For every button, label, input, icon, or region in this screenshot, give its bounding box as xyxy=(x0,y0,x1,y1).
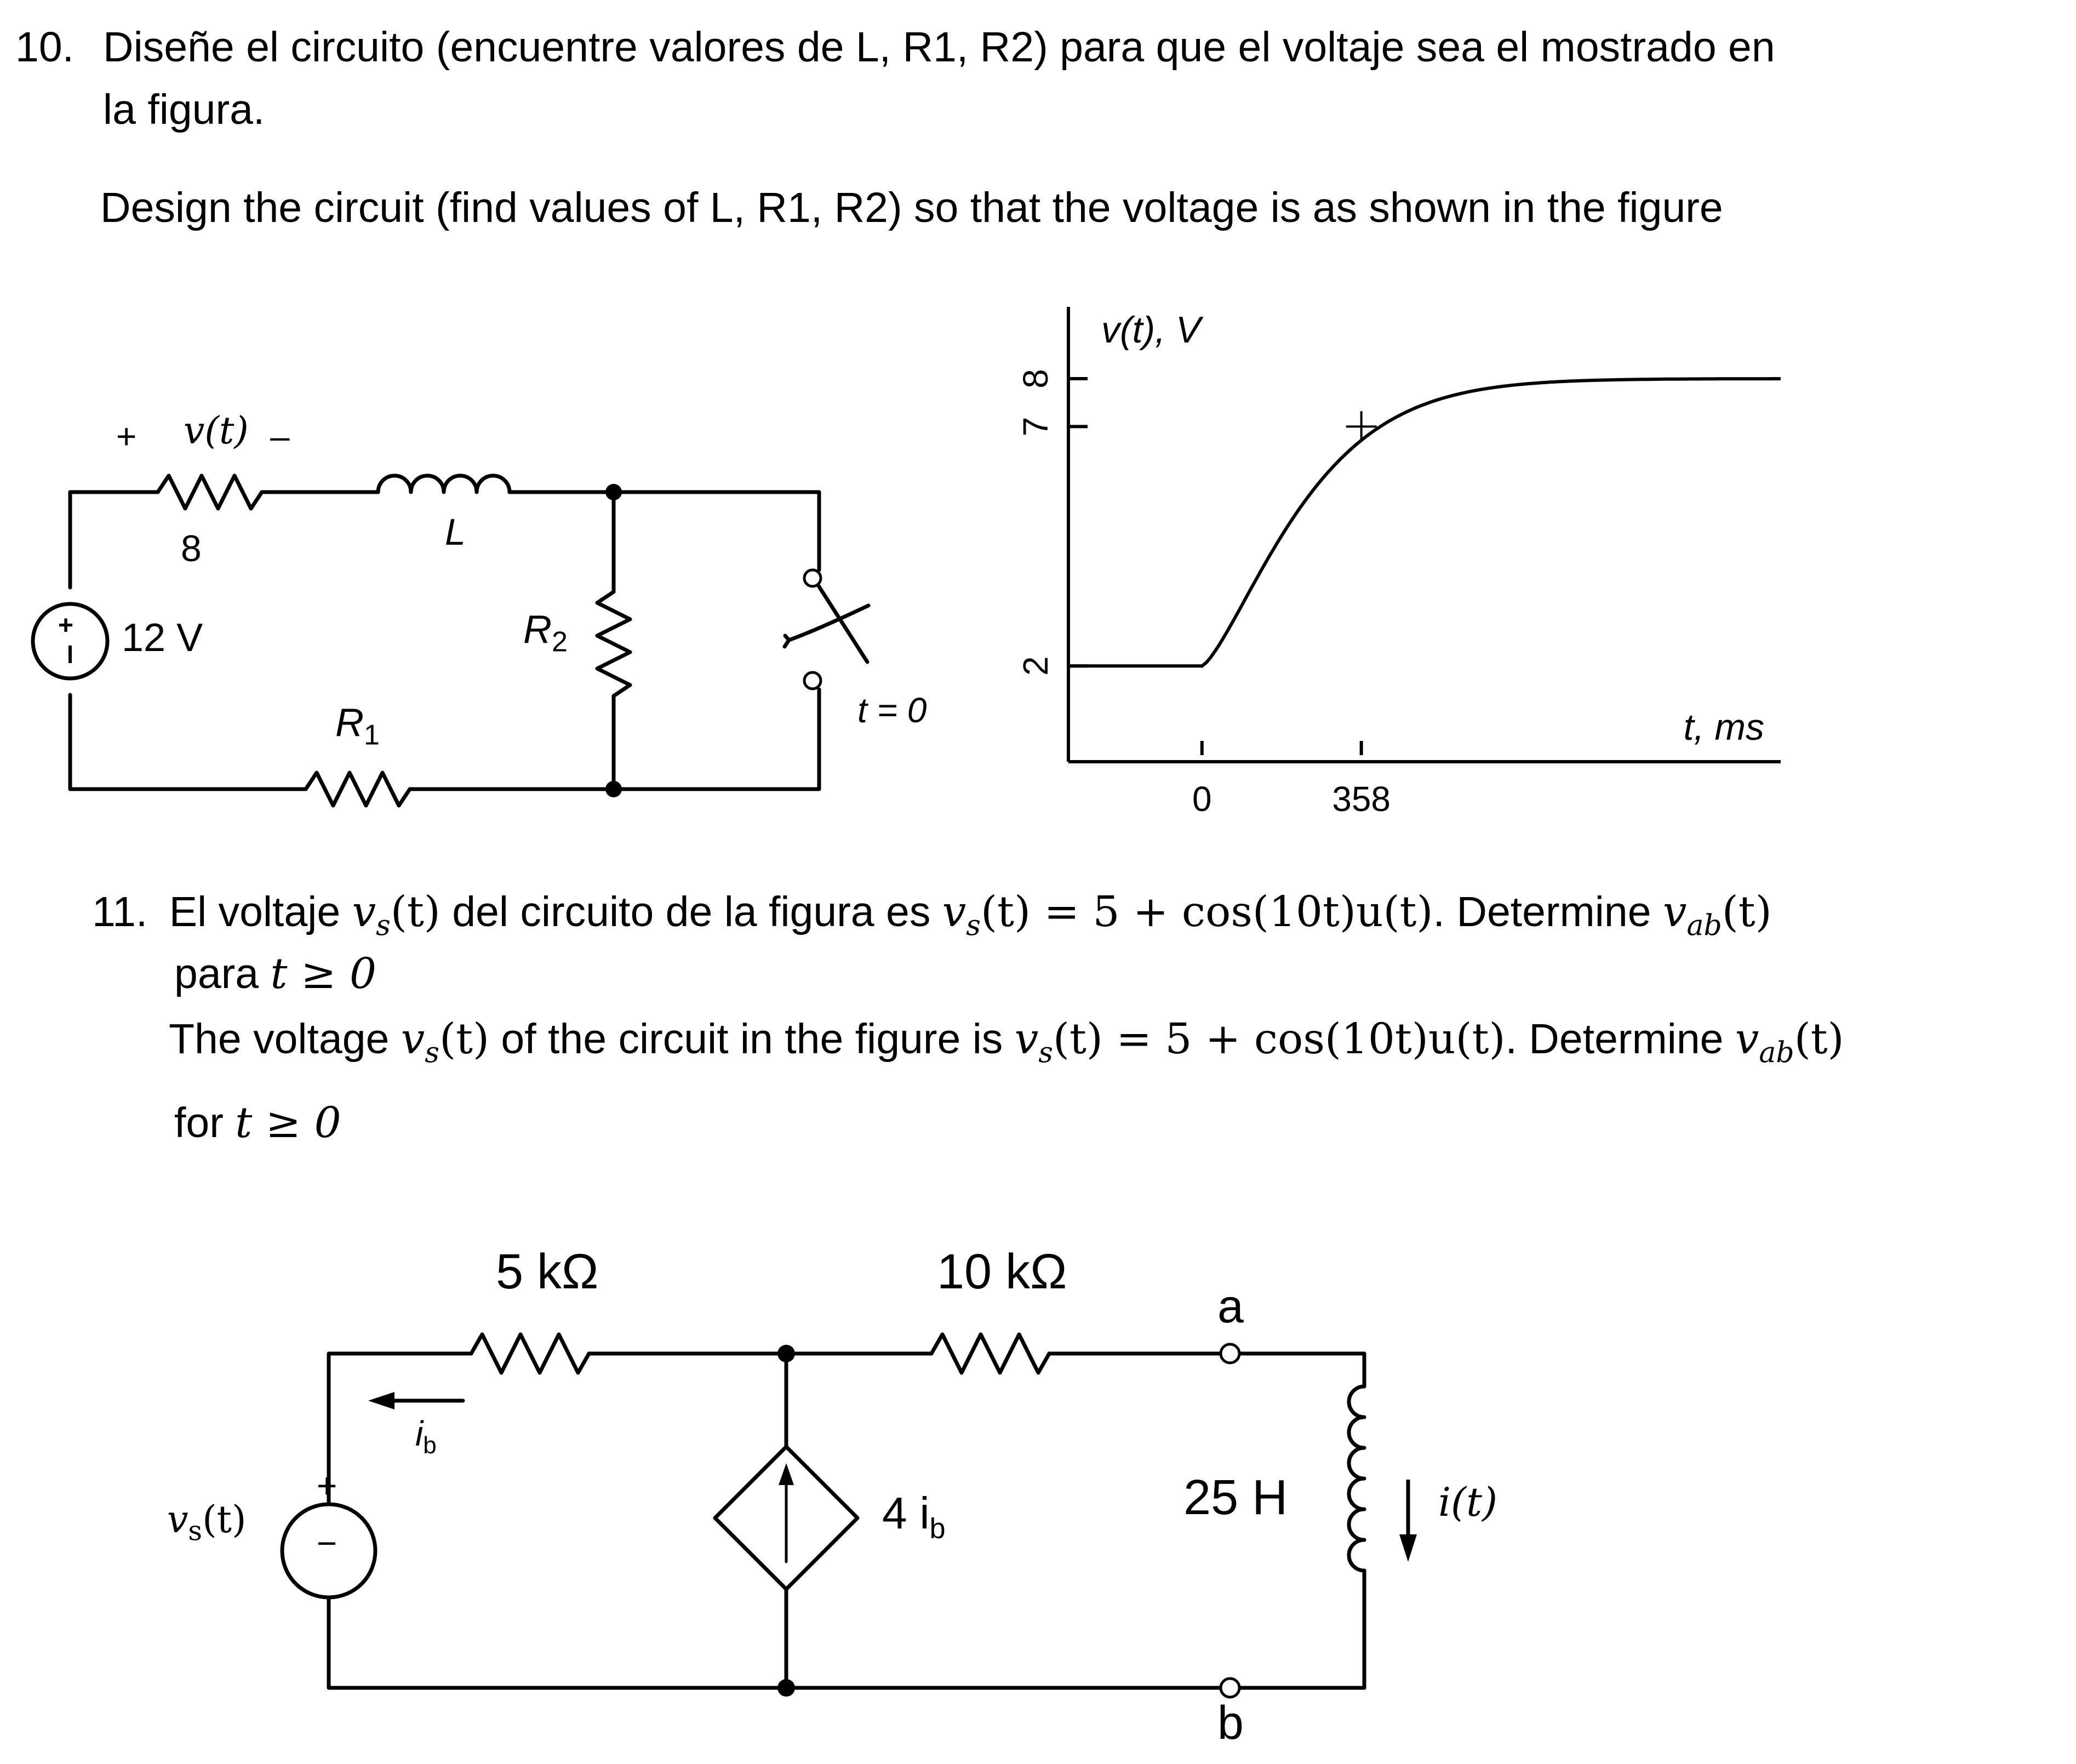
r1-5k-value: 5 kΩ xyxy=(496,1244,599,1299)
inductor-l-label: L xyxy=(445,511,466,553)
resistor-8 xyxy=(158,476,262,509)
y-axis-label: v(t), V xyxy=(1101,309,1201,351)
x-axis-label: t, ms xyxy=(1683,706,1764,748)
voltage-chart xyxy=(975,296,1797,844)
y-tick-label-7: 7 xyxy=(1016,416,1055,437)
problem11-number: 11. xyxy=(92,888,148,935)
junction-top xyxy=(605,484,622,500)
wire-bottom xyxy=(329,1589,1221,1688)
ib-label: $i_b$ xyxy=(415,1414,437,1459)
wire-top-right xyxy=(510,492,819,570)
wire-bottom-left xyxy=(70,695,306,789)
v-plus-label: + xyxy=(116,416,137,456)
resistor-8-value: 8 xyxy=(181,528,202,569)
x-tick-label-358: 358 xyxy=(1332,779,1391,819)
switch-contact-bottom xyxy=(804,672,821,689)
ib-arrowhead xyxy=(368,1392,394,1409)
resistor-r1 xyxy=(306,773,410,806)
problem11-line2: para t ≥ 0 xyxy=(174,950,376,998)
circuit1-diagram xyxy=(0,0,986,855)
x-tick-label-0: 0 xyxy=(1192,779,1212,819)
wire-a-inductor xyxy=(1239,1354,1364,1386)
switch-arrow xyxy=(789,606,868,640)
source-12v-value: 12 V xyxy=(122,616,203,660)
r2-10k-value: 10 kΩ xyxy=(937,1244,1067,1299)
switch-arrow-head xyxy=(785,636,789,647)
y-tick-label-8: 8 xyxy=(1016,369,1055,389)
switch-time-label: t = 0 xyxy=(857,690,927,730)
node-a-label: a xyxy=(1217,1280,1244,1333)
problem10-number: 10. xyxy=(15,24,75,71)
inductor-l xyxy=(378,476,510,492)
problem10-english: Design the circuit (find values of L, R1, R2) so that the voltage is as shown in the figure xyxy=(100,184,1723,231)
junction-bottom xyxy=(777,1679,795,1697)
resistor-r2 xyxy=(597,592,630,696)
terminal-a xyxy=(1221,1344,1239,1363)
problem11-line1: 11. El voltaje $v_s(t)$ del circuito de la figura es $v_s(t) = 5 + \cos(10t)u(t)$. Determine $v_{ab}(t)$ xyxy=(92,888,1772,943)
wire-top-left xyxy=(70,492,158,587)
y-tick-label-2: 2 xyxy=(1016,656,1055,676)
resistor-5k xyxy=(471,1334,589,1373)
problem11-english-line1: The voltage $v_s(t)$ of the circuit in the figure is $v_s(t) = 5 + \cos(10t)u(t)$. Determine $v_{ab}(t)$ xyxy=(169,1015,1844,1070)
junction-top xyxy=(777,1345,795,1362)
source-plus-sign: + xyxy=(58,611,74,640)
vs-plus: + xyxy=(317,1466,338,1505)
r2-label: $R_2$ xyxy=(523,608,568,658)
wire-inductor-b xyxy=(1239,1571,1364,1688)
dep-source-gain: 4 $i_b$ xyxy=(882,1488,946,1545)
wire-left xyxy=(329,1354,471,1512)
switch-contact-top xyxy=(804,570,821,586)
problem11-english-line2: for t ≥ 0 xyxy=(174,1099,341,1148)
resistor-10k xyxy=(931,1334,1049,1373)
current-it-label: i(t) xyxy=(1438,1479,1498,1525)
vs-source-label: $v_s(t)$ xyxy=(167,1498,247,1547)
problem10-spanish-line1: Diseñe el circuito (encuentre valores de L, R1, R2) para que el voltaje sea el mostrado en xyxy=(103,24,1775,71)
terminal-b xyxy=(1221,1679,1239,1697)
inductor-25h xyxy=(1349,1386,1364,1571)
vs-minus: − xyxy=(317,1523,338,1563)
circuit2-diagram xyxy=(0,1206,1644,1764)
problem10-spanish-line2: la figura. xyxy=(103,86,265,133)
node-b-label: b xyxy=(1217,1697,1244,1749)
r1-label: $R_1$ xyxy=(335,701,380,751)
series-line xyxy=(1068,379,1781,666)
inductor-25h-value: 25 H xyxy=(1183,1470,1288,1525)
v-minus-label: – xyxy=(270,416,290,456)
v-t-label: v(t) xyxy=(184,409,249,453)
junction-bottom xyxy=(605,781,622,797)
